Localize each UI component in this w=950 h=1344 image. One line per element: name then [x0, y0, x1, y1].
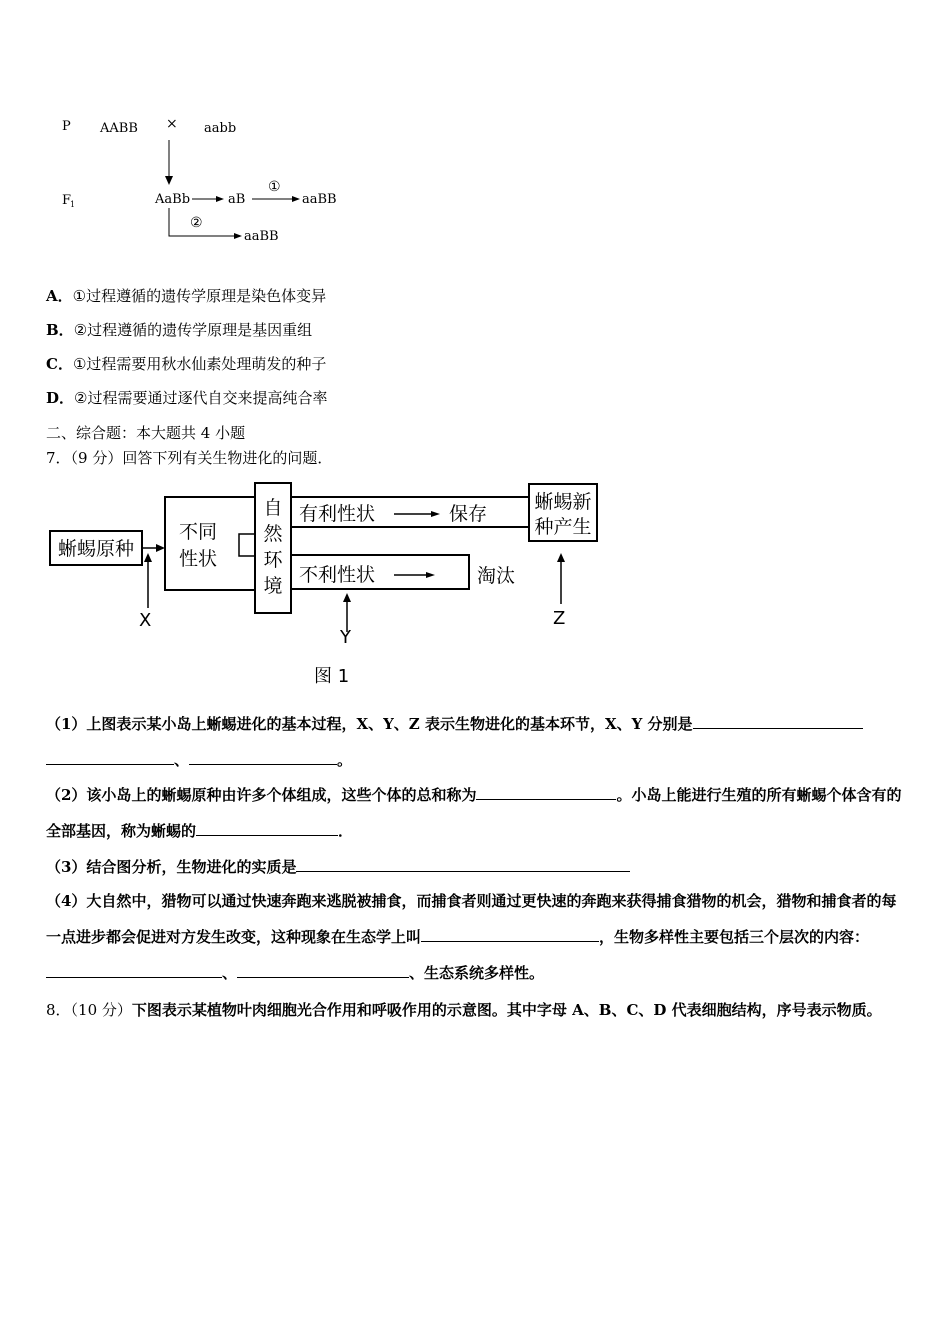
blank-population[interactable] [476, 785, 616, 800]
arrow-head-to-gamete [216, 196, 224, 202]
option-c-letter: C． [46, 355, 73, 373]
env-char-3: 环 [263, 549, 283, 571]
option-d-text: ②过程需要通过逐代自交来提高纯合率 [74, 389, 328, 407]
blank-gene-pool[interactable] [196, 821, 338, 836]
option-a-letter: A． [46, 287, 73, 305]
p-label: P [62, 119, 71, 134]
option-d [46, 388, 327, 408]
q8-stem: 下图表示某植物叶肉细胞光合作用和呼吸作用的示意图。其中字母 A、B、C、D 代表细胞结构，序号表示物质。 [131, 1001, 882, 1019]
arrow-head-z [557, 553, 565, 562]
q7-stem: 回答下列有关生物进化的问题． [122, 449, 333, 467]
option-d-letter: D． [46, 389, 75, 407]
arrow-head-x [144, 553, 152, 562]
traits-line-2: 性状 [179, 548, 218, 570]
arrow-head-original-to-traits [156, 544, 165, 552]
q7-part-4-text-b: ，生物多样性主要包括三个层次的内容： [599, 928, 870, 946]
arrow-step-2 [169, 208, 238, 236]
arrow-head-y [343, 593, 351, 602]
q7-number: 7． [46, 449, 71, 467]
option-c [46, 354, 326, 374]
question-7-header [46, 448, 332, 468]
label-y: Y [340, 627, 351, 648]
q8-number: 8． [46, 1001, 71, 1019]
blank-evolution-essence[interactable] [296, 857, 630, 872]
f1-subscript: 1 [70, 200, 76, 209]
question-8 [46, 992, 906, 1028]
env-char-2: 然 [263, 523, 283, 545]
q7-part-4-text-a: （4）大自然中，猎物可以通过快速奔跑来逃脱被捕食，而捕食者则通过更快速的奔跑来获得捕食猎物的机会，猎物和捕食者的每一点进步都会促进对方发生改变，这种现象在生态学上叫 [46, 892, 897, 946]
q7-part-2-end: ． [338, 822, 354, 840]
gamete: aB [228, 192, 246, 207]
step-1-marker: ① [268, 179, 281, 195]
option-c-text: ①过程需要用秋水仙素处理萌发的种子 [72, 355, 327, 373]
option-b [46, 320, 312, 340]
figure-1 [44, 476, 614, 700]
traits-connector [239, 534, 255, 556]
q7-part-1-text: （1）上图表示某小岛上蜥蜴进化的基本过程，X、Y、Z 表示生物进化的基本环节，X、Y 分别是 [46, 715, 693, 733]
parent-1: AABB [100, 121, 138, 136]
new-species-line-1: 蜥蜴新 [534, 491, 592, 513]
f1-label: F [62, 193, 72, 208]
cross-diagram-svg [56, 110, 356, 250]
blank-x-part1[interactable] [693, 714, 863, 729]
label-z: Z [553, 608, 566, 629]
q7-part-1 [46, 706, 906, 778]
blank-diversity-2[interactable] [237, 963, 409, 978]
q7-part-1-sep: 、 [174, 751, 190, 769]
preserve-label: 保存 [449, 503, 488, 525]
original-species-label: 蜥蜴原种 [57, 538, 135, 560]
cross-diagram [56, 110, 356, 254]
parent-2: aabb [204, 121, 237, 136]
env-char-4: 境 [263, 575, 283, 597]
blank-coevolution[interactable] [421, 927, 599, 942]
q7-part-4 [46, 883, 906, 991]
q7-part-3-text: （3）结合图分析，生物进化的实质是 [46, 858, 297, 876]
new-species-line-2: 种产生 [534, 516, 592, 538]
box-different-traits [165, 497, 255, 590]
blank-diversity-1[interactable] [46, 963, 222, 978]
env-char-1: 自 [263, 497, 283, 519]
unfavorable-label: 不利性状 [299, 564, 376, 586]
q7-part-2 [46, 777, 906, 849]
figure-1-svg [44, 476, 614, 696]
figure-1-caption: 图 1 [314, 666, 350, 687]
arrow-head-step-2 [234, 233, 242, 239]
arrow-head-step-1 [292, 196, 300, 202]
option-b-text: ②过程遵循的遗传学原理是基因重组 [73, 321, 313, 339]
cross-symbol: × [166, 116, 178, 132]
result-2: aaBB [244, 229, 279, 244]
q7-part-4-text-c: 、生态系统多样性。 [409, 964, 545, 982]
traits-line-1: 不同 [179, 521, 218, 543]
favorable-label: 有利性状 [299, 503, 376, 525]
q7-part-4-sep: 、 [222, 964, 238, 982]
q7-score: （9 分） [70, 449, 123, 467]
blank-y[interactable] [189, 750, 337, 765]
q7-part-2-text-a: （2）该小岛上的蜥蜴原种由许多个体组成，这些个体的总和称为 [46, 786, 477, 804]
arrow-head-p-to-f1 [165, 176, 173, 185]
blank-x-part2[interactable] [46, 750, 174, 765]
arrow-head-to-preserve [431, 511, 440, 517]
q8-score: （10 分） [70, 1001, 132, 1019]
q7-part-2-text-b: 。小岛上能进行生殖的所有蜥蜴个体含有的全部基因，称为蜥蜴的 [46, 786, 902, 840]
result-1: aaBB [302, 192, 337, 207]
option-a-text: ①过程遵循的遗传学原理是染色体变异 [72, 287, 327, 305]
q7-part-1-end: 。 [337, 751, 353, 769]
option-a [46, 286, 326, 306]
step-2-marker: ② [190, 215, 203, 231]
arrow-head-to-eliminate [426, 572, 435, 578]
eliminate-label: 淘汰 [477, 565, 516, 587]
q7-part-3 [46, 849, 906, 885]
section-title: 二、综合题：本大题共 4 小题 [46, 424, 246, 442]
label-x: X [139, 610, 152, 631]
f1-genotype: AaBb [155, 192, 191, 207]
option-b-letter: B． [46, 321, 74, 339]
